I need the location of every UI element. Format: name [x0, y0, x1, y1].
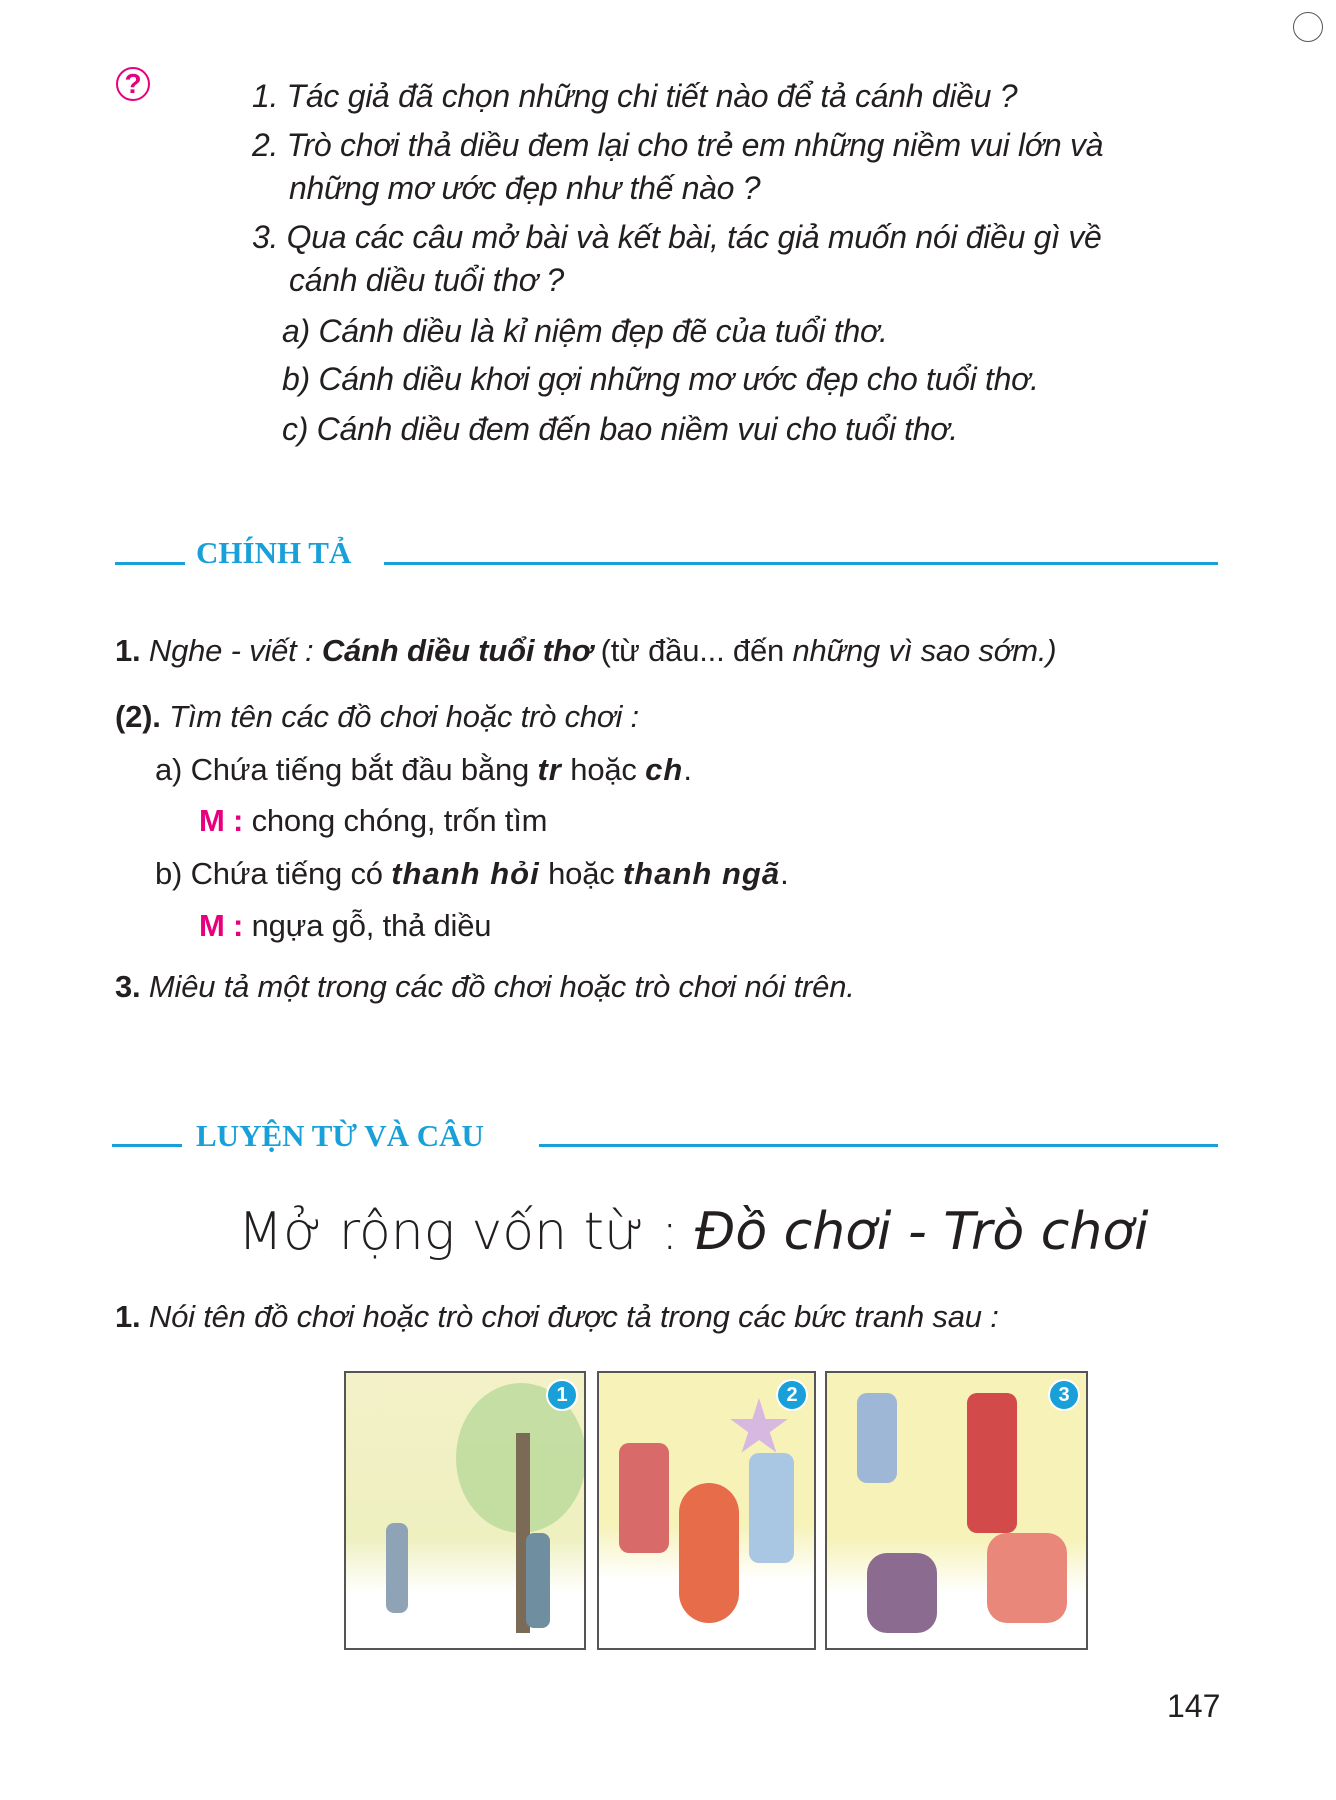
item-text: Nói tên đồ chơi hoặc trò chơi được tả trong các bức tranh sau :: [148, 1299, 999, 1334]
text: .: [683, 752, 692, 787]
heading-rule-left: [115, 562, 185, 565]
picture-1-kite-flying: [344, 1371, 586, 1650]
chinh-ta-item-1: [115, 633, 1056, 669]
picture-3-games: [825, 1371, 1088, 1650]
question-1: 1. Tác giả đã chọn những chi tiết nào để tả cánh diều ?: [252, 78, 1018, 114]
page-number: 147: [1167, 1688, 1221, 1724]
text: .: [780, 856, 789, 891]
text: hoặc: [548, 856, 615, 891]
picture-2-toys: [597, 1371, 816, 1650]
keyword: thanh hỏi: [391, 856, 540, 891]
question-3-line-1: 3. Qua các câu mở bài và kết bài, tác giả muốn nói điều gì về: [252, 219, 1102, 255]
keyword: ch: [645, 752, 684, 787]
text: b) Chứa tiếng có: [155, 856, 383, 891]
option-c: c) Cánh diều đem đến bao niềm vui cho tuổi thơ.: [282, 411, 958, 447]
item-number: 1.: [115, 633, 141, 668]
example-text: chong chóng, trốn tìm: [251, 803, 548, 838]
title-prefix: Mở rộng vốn từ :: [238, 1202, 679, 1262]
text: a) Chứa tiếng bắt đầu bằng: [155, 752, 530, 787]
question-circle-icon: ?: [116, 67, 150, 101]
question-2-line-2: những mơ ước đẹp như thế nào ?: [289, 170, 761, 206]
section-heading-chinh-ta: CHÍNH TẢ: [196, 535, 352, 570]
keyword: tr: [537, 752, 562, 787]
heading-rule-right: [539, 1144, 1218, 1147]
lesson-title: [238, 1202, 1149, 1262]
question-2-line-1: 2. Trò chơi thả diều đem lại cho trẻ em những niềm vui lớn và: [252, 127, 1104, 163]
item-number: 1.: [115, 1299, 141, 1334]
keyword: thanh ngã: [622, 856, 781, 891]
picture-number-badge: 3: [1048, 1379, 1080, 1411]
chinh-ta-item-2b: [155, 856, 789, 892]
item-number: (2).: [115, 699, 161, 734]
option-a: a) Cánh diều là kỉ niệm đẹp đẽ của tuổi thơ.: [282, 313, 888, 349]
item-number: 3.: [115, 969, 141, 1004]
item-label: Nghe - viết :: [148, 633, 314, 668]
chinh-ta-item-2: [115, 699, 639, 735]
range-start: (từ đầu... đến: [600, 633, 785, 668]
picture-number-badge: 2: [776, 1379, 808, 1411]
chinh-ta-item-2a: [155, 752, 692, 788]
example-marker: M :: [199, 908, 244, 943]
lesson-title: Cánh diều tuổi thơ: [321, 633, 593, 668]
example-marker: M :: [199, 803, 244, 838]
section-heading-luyen-tu: LUYỆN TỪ VÀ CÂU: [196, 1118, 484, 1153]
item-text: Miêu tả một trong các đồ chơi hoặc trò chơi nói trên.: [148, 969, 855, 1004]
picture-number-badge: 1: [546, 1379, 578, 1411]
luyen-tu-item-1: [115, 1299, 999, 1335]
heading-rule-left: [112, 1144, 182, 1147]
text: hoặc: [570, 752, 637, 787]
question-3-line-2: cánh diều tuổi thơ ?: [289, 262, 564, 298]
heading-rule-right: [384, 562, 1218, 565]
item-text: Tìm tên các đồ chơi hoặc trò chơi :: [169, 699, 639, 734]
option-b: b) Cánh diều khơi gợi những mơ ước đẹp cho tuổi thơ.: [282, 361, 1039, 397]
chinh-ta-item-3: [115, 969, 855, 1005]
example-text: ngựa gỗ, thả diều: [251, 908, 492, 943]
range-end: những vì sao sớm.): [792, 633, 1057, 668]
example-b: [199, 908, 491, 944]
example-a: [199, 803, 547, 839]
registration-mark-icon: [1293, 12, 1323, 42]
title-topic: Đồ chơi - Trò chơi: [695, 1202, 1149, 1262]
